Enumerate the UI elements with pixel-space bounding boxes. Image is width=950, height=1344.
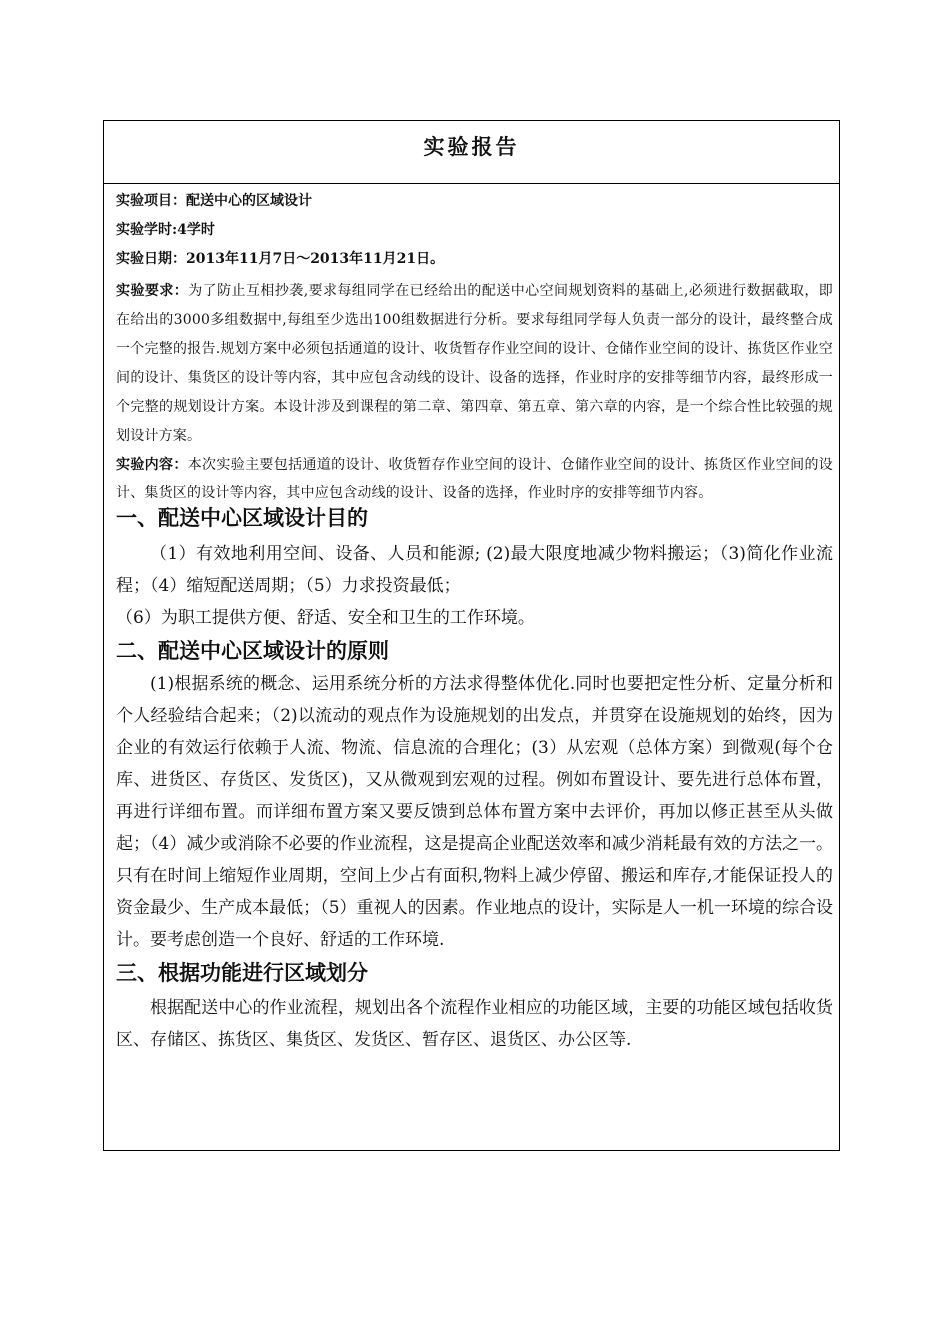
zoning-paragraph: 根据配送中心的作业流程，规划出各个流程作业相应的功能区域，主要的功能区域包括收货区、存储区、拣货区、集货区、发货区、暂存区、退货区、办公区等.: [116, 998, 833, 1050]
experiment-hours: [116, 216, 833, 245]
project-value: 配送中心的区域设计: [186, 193, 312, 209]
date-value: 2013年11月7日～2013年11月21日。: [186, 251, 445, 267]
section-heading-zoning: 三、根据功能进行区域划分: [116, 961, 368, 985]
experiment-content: [116, 451, 833, 507]
requirement-text: 为了防止互相抄袭,要求每组同学在已经给出的配送中心空间规划资料的基础上,必须进行数据截取，即在给出的3000多组数据中,每组至少选出100组数据进行分析。要求每组同学每人负责一部分的设计，最终整合成一个完整的报告.规划方案中必须包括通道的设计、收货暂存作业空间的设计、仓储作业空间的设计、拣货区作业空间的设计、集货区的设计等内容，其中应包含动线的设计、设备的选择，作业时序的安排等细节内容，最终形成一个完整的规划设计方案。本设计涉及到课程的第二章、第四章、第五章、第六章的内容，是一个综合性比较强的规划设计方案。: [116, 283, 834, 444]
section-heading-purpose: 一、配送中心区域设计目的: [116, 506, 368, 530]
hours-label: 实验学时:: [116, 222, 178, 238]
title-row: [104, 121, 839, 184]
purpose-paragraph-1: （1）有效地利用空间、设备、人员和能源; (2)最大限度地减少物料搬运；（3)简化作业流程；（4）缩短配送周期；（5）力求投资最低；: [116, 544, 833, 596]
date-label: 实验日期：: [116, 251, 186, 267]
experiment-requirement: [116, 277, 833, 451]
experiment-date: [116, 245, 833, 274]
content-label: 实验内容：: [116, 457, 188, 473]
requirement-label: 实验要求：: [116, 283, 189, 299]
report-table: [103, 120, 840, 1151]
content-text: 本次实验主要包括通道的设计、收货暂存作业空间的设计、仓储作业空间的设计、拣货区作业空间的设计、集货区的设计等内容，其中应包含动线的设计、设备的选择，作业时序的安排等细节内容。: [116, 457, 834, 501]
principles-paragraph: (1)根据系统的概念、运用系统分析的方法求得整体优化.同时也要把定性分析、定量分析和个人经验结合起来；（2)以流动的观点作为设施规划的出发点，并贯穿在设施规划的始终，因为企业的有效运行依赖于人流、物流、信息流的合理化；(3）从宏观（总体方案）到微观(每个仓库、进货区、存货区、发货区)，又从微观到宏观的过程。例如布置设计、要先进行总体布置，再进行详细布置。而详细布置方案又要反馈到总体布置方案中去评价，再加以修正甚至从头做起；（4）减少或消除不必要的作业流程，这是提高企业配送效率和减少消耗最有效的方法之一。只有在时间上缩短作业周期，空间上少占有面积,物料上减少停留、搬运和库存,才能保证投人的资金最少、生产成本最低；（5）重视人的因素。作业地点的设计，实际是人一机一环境的综合设计。要考虑创造一个良好、舒适的工作环境.: [116, 674, 833, 950]
report-body: [116, 184, 833, 1056]
project-label: 实验项目：: [116, 193, 186, 209]
report-title: 实验报告: [423, 134, 520, 159]
hours-value: 4学时: [177, 222, 215, 238]
experiment-project: [116, 187, 833, 216]
purpose-paragraph-2: （6）为职工提供方便、舒适、安全和卫生的工作环境。: [116, 608, 535, 628]
section-heading-principles: 二、配送中心区域设计的原则: [116, 639, 389, 663]
